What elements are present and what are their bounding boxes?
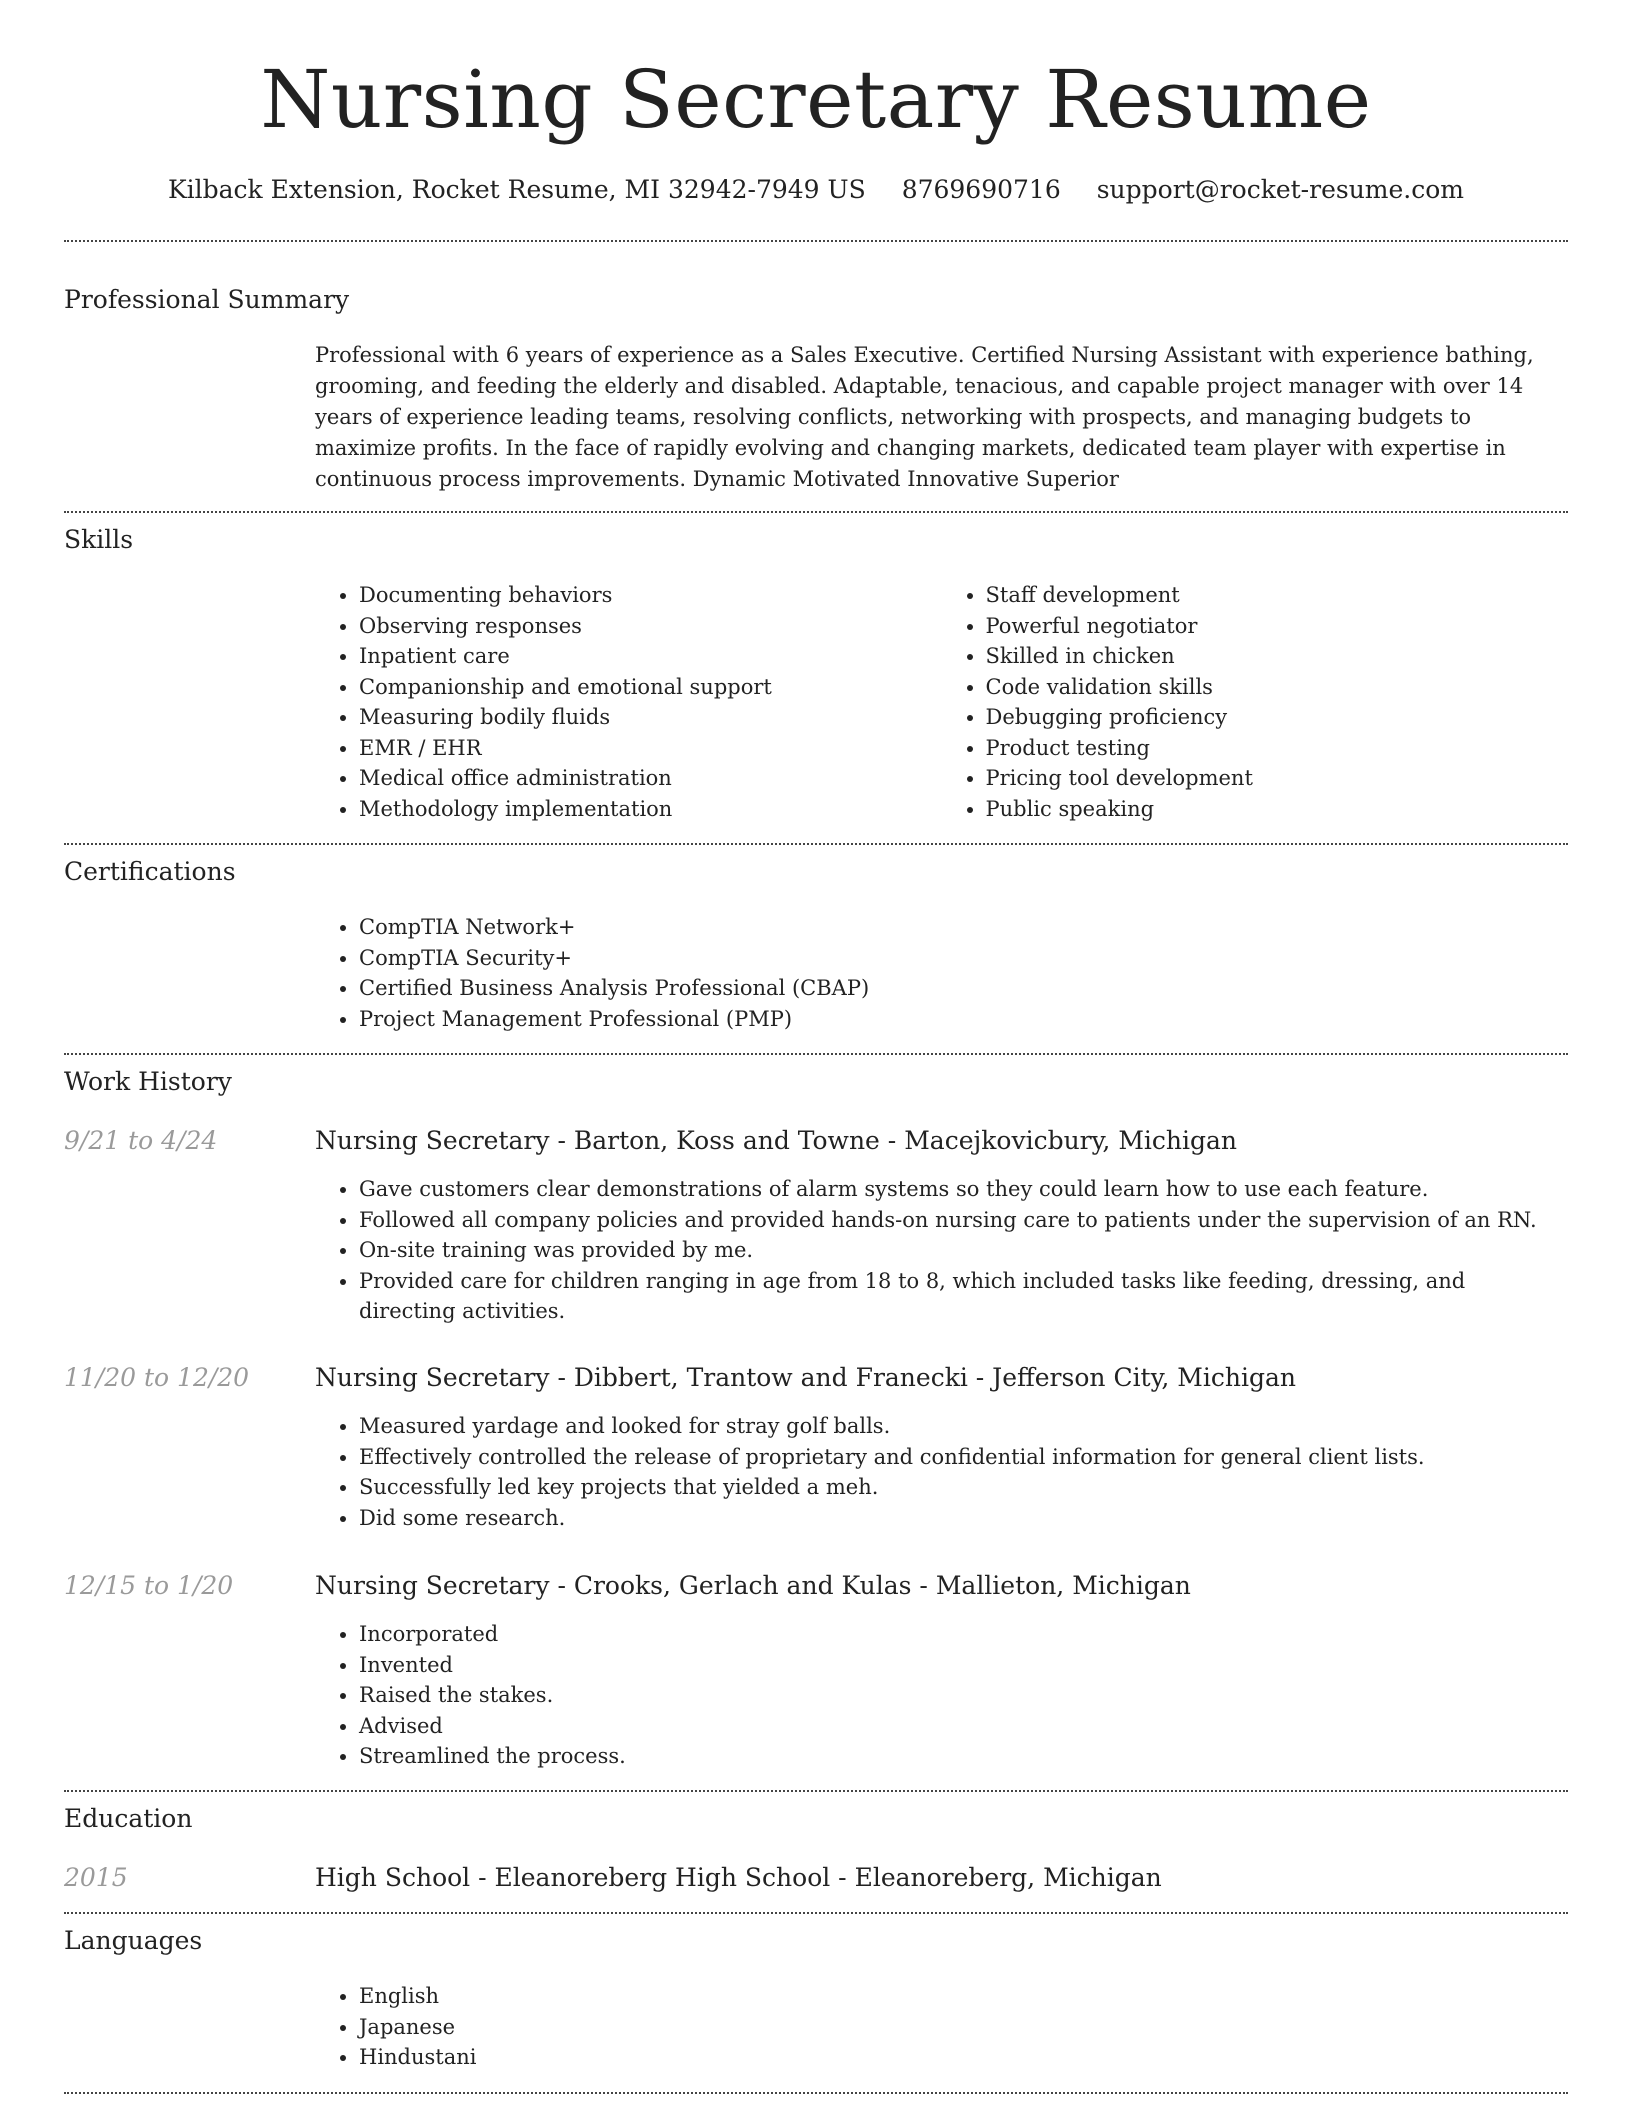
skill-item: • Observing responses <box>359 611 942 642</box>
job-bullet: • Gave customers clear demonstrations of alarm systems so they could learn how to use each feature. <box>359 1174 1568 1205</box>
work-history-heading: Work History <box>64 1067 232 1096</box>
languages-section <box>315 1981 1568 2073</box>
certifications-heading: Certifications <box>64 857 236 886</box>
skill-item: • Measuring bodily fluids <box>359 702 942 733</box>
skill-item: • Inpatient care <box>359 641 942 672</box>
section-divider <box>64 1912 1568 1914</box>
certifications-section <box>315 912 1568 1034</box>
languages-heading: Languages <box>64 1926 203 1955</box>
section-divider <box>64 2092 1568 2094</box>
skills-section <box>315 580 1568 824</box>
job-bullet: • Successfully led key projects that yielded a meh. <box>359 1472 1568 1503</box>
skill-item: • Code validation skills <box>986 672 1569 703</box>
job-bullet: • Measured yardage and looked for stray golf balls. <box>359 1411 1568 1442</box>
certification-item: • CompTIA Network+ <box>359 912 1568 943</box>
education-year: 2015 <box>64 1863 128 1892</box>
contact-address: Kilback Extension, Rocket Resume, MI 32942-7949 US <box>167 175 866 204</box>
job-title: Nursing Secretary - Dibbert, Trantow and Franecki - Jefferson City, Michigan <box>315 1363 1297 1392</box>
skills-list-left <box>315 580 942 824</box>
job-dates: 11/20 to 12/20 <box>64 1363 250 1392</box>
summary-text: Professional with 6 years of experience as a Sales Executive. Certified Nursing Assistant with experience bathing, grooming, and feeding the elderly and disabled. Adaptable, tenacious, and capable project manager with over 14 years of experience leading teams, resolving conflicts, networking with prospects, and managing budgets to maximize profits. In the face of rapidly evolving and changing markets, dedicated team player with expertise in continuous process improvements. Dynamic Motivated Innovative Superior <box>315 343 1534 491</box>
contact-line <box>64 170 1568 210</box>
skill-item: • Companionship and emotional support <box>359 672 942 703</box>
skill-item: • Product testing <box>986 733 1569 764</box>
job-bullet: • On-site training was provided by me. <box>359 1235 1568 1266</box>
section-divider <box>64 843 1568 845</box>
job-bullet: • Did some research. <box>359 1503 1568 1534</box>
resume-title: Nursing Secretary Resume <box>260 53 1372 146</box>
job-bullets <box>315 1619 1568 1772</box>
contact-phone: 8769690716 <box>901 175 1061 204</box>
contact-email: support@rocket-resume.com <box>1096 175 1465 204</box>
language-item: • English <box>359 1981 1568 2012</box>
section-divider <box>64 240 1568 242</box>
job-title: Nursing Secretary - Barton, Koss and Towne - Macejkovicbury, Michigan <box>315 1126 1238 1155</box>
job-bullet: • Invented <box>359 1650 1568 1681</box>
job-bullets <box>315 1174 1568 1327</box>
skill-item: • Powerful negotiator <box>986 611 1569 642</box>
language-item: • Japanese <box>359 2012 1568 2043</box>
job-bullets <box>315 1411 1568 1533</box>
skill-item: • Medical office administration <box>359 763 942 794</box>
job-bullet: • Followed all company policies and provided hands-on nursing care to patients under the supervision of an RN. <box>359 1205 1568 1236</box>
skill-item: • Pricing tool development <box>986 763 1569 794</box>
skills-heading: Skills <box>64 525 134 554</box>
skills-list-right <box>942 580 1569 824</box>
section-divider <box>64 1790 1568 1792</box>
job-dates: 12/15 to 1/20 <box>64 1571 234 1600</box>
skill-item: • Staff development <box>986 580 1569 611</box>
job-dates: 9/21 to 4/24 <box>64 1126 218 1155</box>
summary-heading: Professional Summary <box>64 285 350 314</box>
education-heading: Education <box>64 1804 193 1833</box>
certification-item: • Certified Business Analysis Professional (CBAP) <box>359 973 1568 1004</box>
education-entry: High School - Eleanoreberg High School - Eleanoreberg, Michigan <box>315 1863 1162 1892</box>
language-item: • Hindustani <box>359 2042 1568 2073</box>
skill-item: • Documenting behaviors <box>359 580 942 611</box>
certification-item: • Project Management Professional (PMP) <box>359 1004 1568 1035</box>
skill-item: • Skilled in chicken <box>986 641 1569 672</box>
skill-item: • Debugging proficiency <box>986 702 1569 733</box>
job-title: Nursing Secretary - Crooks, Gerlach and Kulas - Mallieton, Michigan <box>315 1571 1191 1600</box>
summary-section <box>315 340 1568 495</box>
section-divider <box>64 511 1568 513</box>
skill-item: • Public speaking <box>986 794 1569 825</box>
job-bullet: • Raised the stakes. <box>359 1680 1568 1711</box>
job-bullet: • Advised <box>359 1711 1568 1742</box>
job-bullet: • Provided care for children ranging in age from 18 to 8, which included tasks like feeding, dressing, and directing activities. <box>359 1266 1568 1327</box>
job-bullet: • Streamlined the process. <box>359 1741 1568 1772</box>
languages-list <box>315 1981 1568 2073</box>
certifications-list <box>315 912 1568 1034</box>
certification-item: • CompTIA Security+ <box>359 943 1568 974</box>
job-bullet: • Effectively controlled the release of proprietary and confidential information for general client lists. <box>359 1442 1568 1473</box>
job-bullet: • Incorporated <box>359 1619 1568 1650</box>
section-divider <box>64 1053 1568 1055</box>
skill-item: • Methodology implementation <box>359 794 942 825</box>
skill-item: • EMR / EHR <box>359 733 942 764</box>
